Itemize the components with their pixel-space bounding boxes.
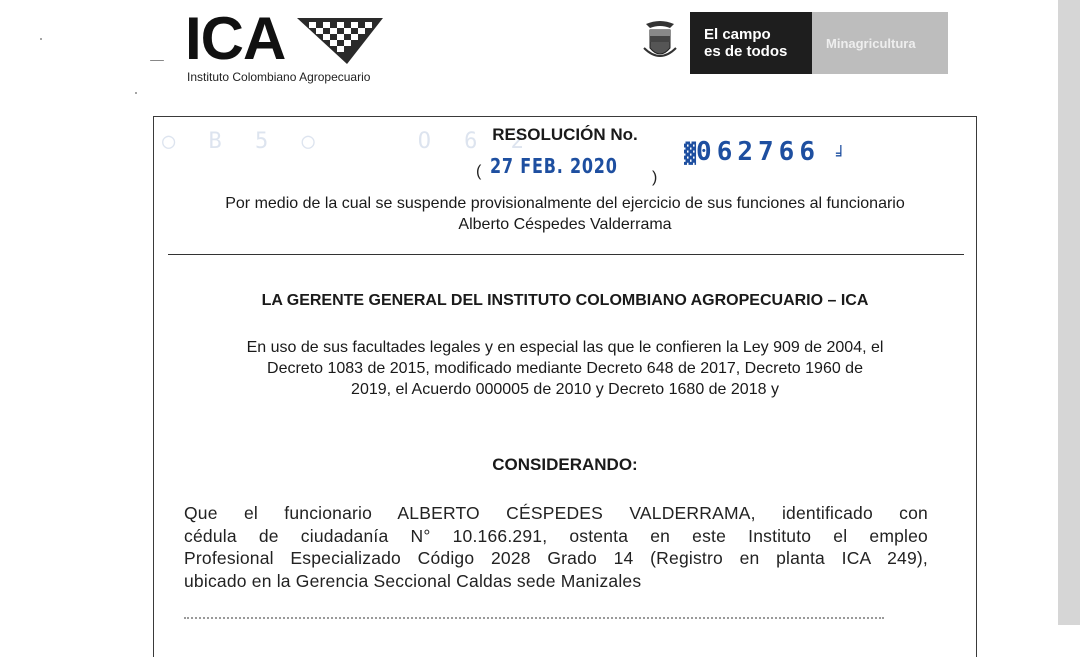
scan-speck	[40, 38, 42, 40]
facultades-line-1: En uso de sus facultades legales y en especial las que le confieren la Ley 909 de 2004, el	[246, 339, 884, 356]
stamp-prefix-glyph: ▓	[684, 141, 697, 165]
facultades-paragraph	[154, 337, 976, 400]
resolution-number: 062766	[696, 137, 820, 167]
ica-logo-text: ICA	[185, 5, 286, 72]
ica-subtitle: Instituto Colombiano Agropecuario	[187, 70, 371, 84]
stamp-mark: ╛	[835, 145, 846, 164]
ica-logo	[185, 5, 395, 88]
gerente-heading: LA GERENTE GENERAL DEL INSTITUTO COLOMBIANO AGROPECUARIO – ICA	[261, 292, 869, 309]
considerando-heading: CONSIDERANDO:	[492, 455, 638, 474]
facultades-line-2: Decreto 1083 de 2015, modificado mediante Decreto 648 de 2017, Decreto 1960 de	[267, 360, 863, 377]
para-line-1: Que el funcionario ALBERTO CÉSPEDES VALDERRAMA, identificado con	[184, 503, 928, 523]
campo-line-1: El campo	[704, 26, 771, 43]
date-stamp: 27 FEB. 2020	[490, 154, 618, 178]
resolution-number-stamp	[684, 137, 846, 167]
considerando-paragraph	[184, 502, 928, 592]
para-line-4: ubicado en la Gerencia Seccional Caldas sede Manizales	[184, 570, 642, 591]
scan-speck	[150, 60, 164, 61]
campo-slogan	[690, 12, 812, 74]
header-divider	[168, 254, 964, 255]
facultades-line-3: 2019, el Acuerdo 000005 de 2010 y Decreto 1680 de 2018 y	[351, 381, 779, 398]
ministry-label: Minagricultura	[812, 12, 948, 74]
date-paren-close: )	[652, 169, 658, 186]
resolution-document	[153, 116, 977, 657]
faint-stamp-impression: ○ B 5 ○ O 6 2	[162, 129, 534, 154]
cut-off-text-line	[184, 617, 884, 627]
resolution-title: RESOLUCIÓN No.	[492, 125, 638, 144]
campo-banner	[690, 12, 948, 74]
colombia-coat-of-arms-icon	[640, 18, 680, 68]
date-paren-open: (	[476, 163, 482, 180]
subject-line-1: Por medio de la cual se suspende provisionalmente del ejercicio de sus funciones al funcionario	[225, 195, 905, 212]
resolution-subject	[154, 193, 976, 235]
scan-speck	[135, 92, 137, 94]
scan-edge-strip	[1058, 0, 1080, 625]
ica-checkered-mark-icon	[297, 14, 383, 64]
para-line-3: Profesional Especializado Código 2028 Grado 14 (Registro en planta ICA 249),	[184, 548, 928, 568]
campo-line-2: es de todos	[704, 43, 788, 60]
para-line-2: cédula de ciudadanía N° 10.166.291, ostenta en este Instituto el empleo	[184, 525, 928, 546]
subject-line-2: Alberto Céspedes Valderrama	[458, 216, 672, 233]
